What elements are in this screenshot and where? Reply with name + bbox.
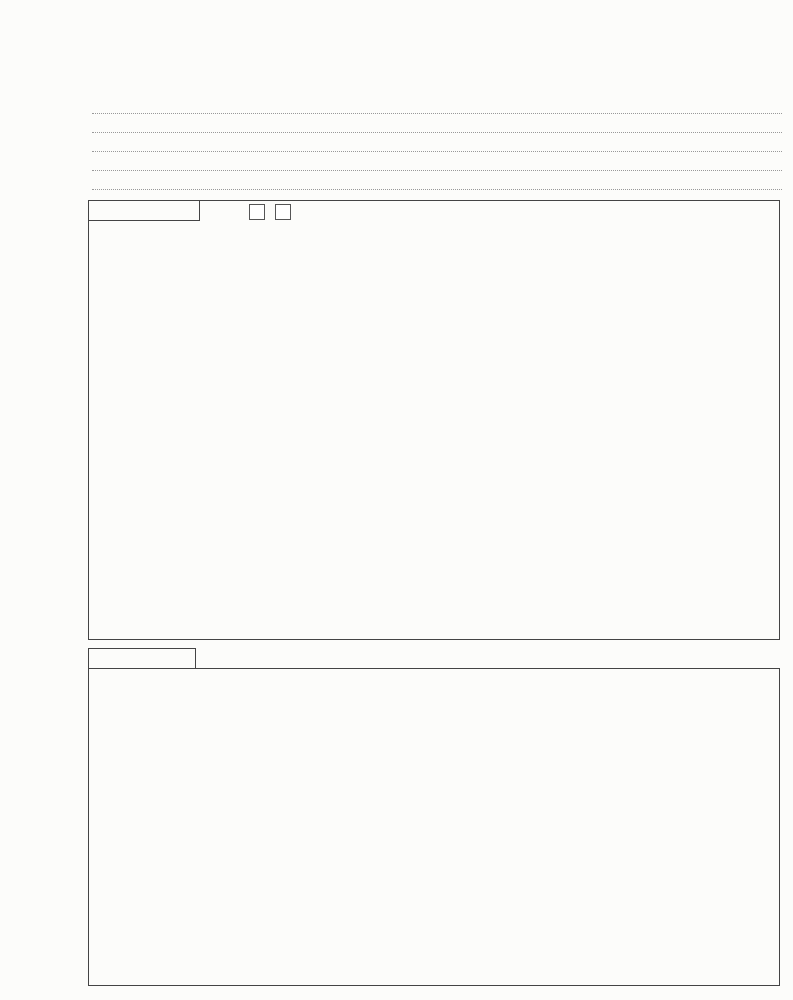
survey-tab-label	[89, 200, 200, 221]
empty-checkbox-sample	[249, 204, 265, 220]
survey-instruction	[249, 204, 297, 220]
intro-line	[92, 133, 782, 152]
intro-line	[92, 114, 782, 133]
intro-line	[92, 95, 782, 114]
intro-line	[92, 152, 782, 171]
voice-label	[88, 648, 196, 669]
customer-voice-box	[88, 668, 780, 986]
checked-checkbox-sample	[275, 204, 291, 220]
intro-line	[92, 171, 782, 190]
survey-header	[89, 201, 779, 221]
survey-section	[88, 200, 780, 640]
intro-text	[92, 95, 782, 190]
